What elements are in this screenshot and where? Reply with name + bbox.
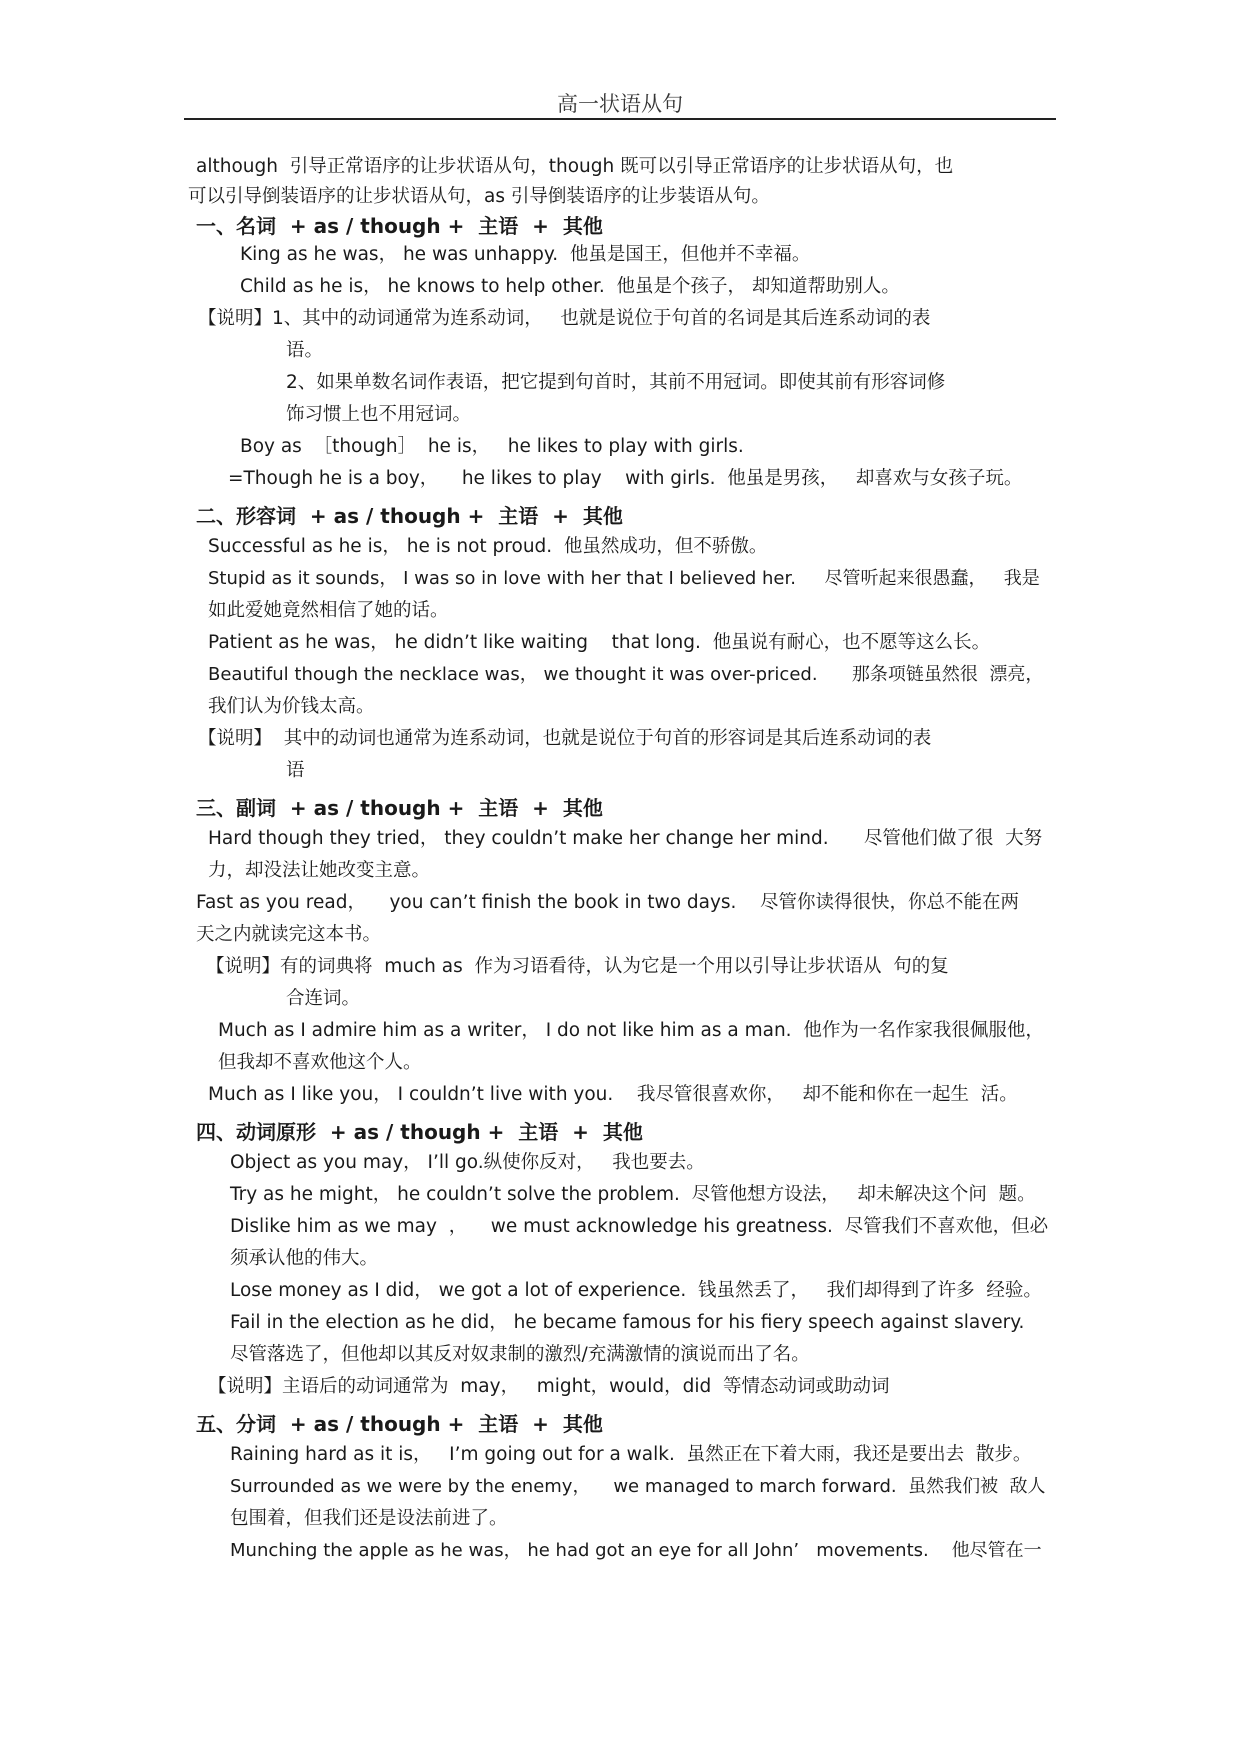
note-line: 饰习惯上也不用冠词。 [286, 404, 472, 425]
example-line: 我们认为价钱太高。 [208, 696, 375, 717]
note-line: 【说明】主语后的动词通常为 may， might，would，did 等情态动词或助动词 [208, 1376, 890, 1397]
example-line: Boy as ［though］ he is， he likes to play with girls. [240, 436, 744, 457]
example-line: Munching the apple as he was， he had got an eye for all John’ movements. 他尽管在一 [230, 1540, 1042, 1561]
example-line: 如此爱她竟然相信了她的话。 [208, 600, 449, 621]
section-heading: 一、名词 + as / though + 主语 + 其他 [196, 214, 603, 238]
note-line: 【说明】 其中的动词也通常为连系动词，也就是说位于句首的形容词是其后连系动词的表 [198, 728, 932, 749]
example-line: Fast as you read， you can’t finish the book in two days. 尽管你读得很快，你总不能在两 [196, 892, 1019, 913]
page-header-title: 高一状语从句 [557, 92, 683, 116]
note-line: 2、如果单数名词作表语，把它提到句首时，其前不用冠词。即使其前有形容词修 [286, 372, 946, 393]
header-divider [184, 118, 1056, 120]
example-line: Much as I like you， I couldn’t live with you. 我尽管很喜欢你， 却不能和你在一起生 活。 [208, 1084, 1018, 1105]
example-line: Much as I admire him as a writer， I do not like him as a man. 他作为一名作家我很佩服他， [218, 1020, 1044, 1041]
note-line: 合连词。 [286, 988, 361, 1009]
example-line: Hard though they tried， they couldn’t make her change her mind. 尽管他们做了很 大努 [208, 828, 1043, 849]
note-line: 语 [286, 760, 305, 781]
example-line: Successful as he is， he is not proud. 他虽然成功，但不骄傲。 [208, 536, 768, 557]
example-line: Lose money as I did， we got a lot of experience. 钱虽然丢了， 我们却得到了许多 经验。 [230, 1280, 1042, 1301]
note-line: 【说明】有的词典将 much as 作为习语看待，认为它是一个用以引导让步状语从 句的复 [206, 956, 949, 977]
example-line: 天之内就读完这本书。 [196, 924, 382, 945]
example-line: 须承认他的伟大。 [230, 1248, 379, 1269]
section-heading: 五、分词 + as / though + 主语 + 其他 [196, 1412, 603, 1436]
section-heading: 二、形容词 + as / though + 主语 + 其他 [196, 504, 623, 528]
example-line: Raining hard as it is， I’m going out for a walk. 虽然正在下着大雨，我还是要出去 散步。 [230, 1444, 1032, 1465]
section-heading: 四、动词原形 + as / though + 主语 + 其他 [196, 1120, 643, 1144]
intro-line: although 引导正常语序的让步状语从句，though 既可以引导正常语序的让步状语从句，也 [196, 156, 954, 177]
example-line: 但我却不喜欢他这个人。 [218, 1052, 422, 1073]
intro-line: 可以引导倒装语序的让步状语从句，as 引导倒装语序的让步装语从句。 [188, 186, 770, 207]
example-line: Try as he might， he couldn’t solve the problem. 尽管他想方设法， 却未解决这个问 题。 [230, 1184, 1036, 1205]
note-line: 【说明】1、其中的动词通常为连系动词， 也就是说位于句首的名词是其后连系动词的表 [198, 308, 931, 329]
example-line: Object as you may， I’ll go.纵使你反对， 我也要去。 [230, 1152, 705, 1173]
example-line: Fail in the election as he did， he became famous for his fiery speech against slavery. [230, 1312, 1025, 1333]
example-line: Stupid as it sounds， I was so in love with her that I believed her. 尽管听起来很愚蠢， 我是 [208, 568, 1040, 589]
example-line: 尽管落选了，但他却以其反对奴隶制的激烈/充满激情的演说而出了名。 [230, 1344, 810, 1365]
example-line: Dislike him as we may ， we must acknowledge his greatness. 尽管我们不喜欢他，但必 [230, 1216, 1049, 1237]
note-line: 语。 [286, 340, 324, 361]
example-line: Surrounded as we were by the enemy， we managed to march forward. 虽然我们被 敌人 [230, 1476, 1046, 1497]
section-heading: 三、副词 + as / though + 主语 + 其他 [196, 796, 603, 820]
example-line: Child as he is， he knows to help other. 他虽是个孩子， 却知道帮助别人。 [240, 276, 900, 297]
example-line: 包围着，但我们还是设法前进了。 [230, 1508, 508, 1529]
example-line: Beautiful though the necklace was， we thought it was over-priced. 那条项链虽然很 漂亮， [208, 664, 1044, 685]
example-line: 力，却没法让她改变主意。 [208, 860, 431, 881]
example-line: King as he was， he was unhappy. 他虽是国王，但他并不幸福。 [240, 244, 811, 265]
example-line: Patient as he was， he didn’t like waiting that long. 他虽说有耐心，也不愿等这么长。 [208, 632, 991, 653]
example-line: =Though he is a boy， he likes to play with girls. 他虽是男孩， 却喜欢与女孩子玩。 [228, 468, 1023, 489]
